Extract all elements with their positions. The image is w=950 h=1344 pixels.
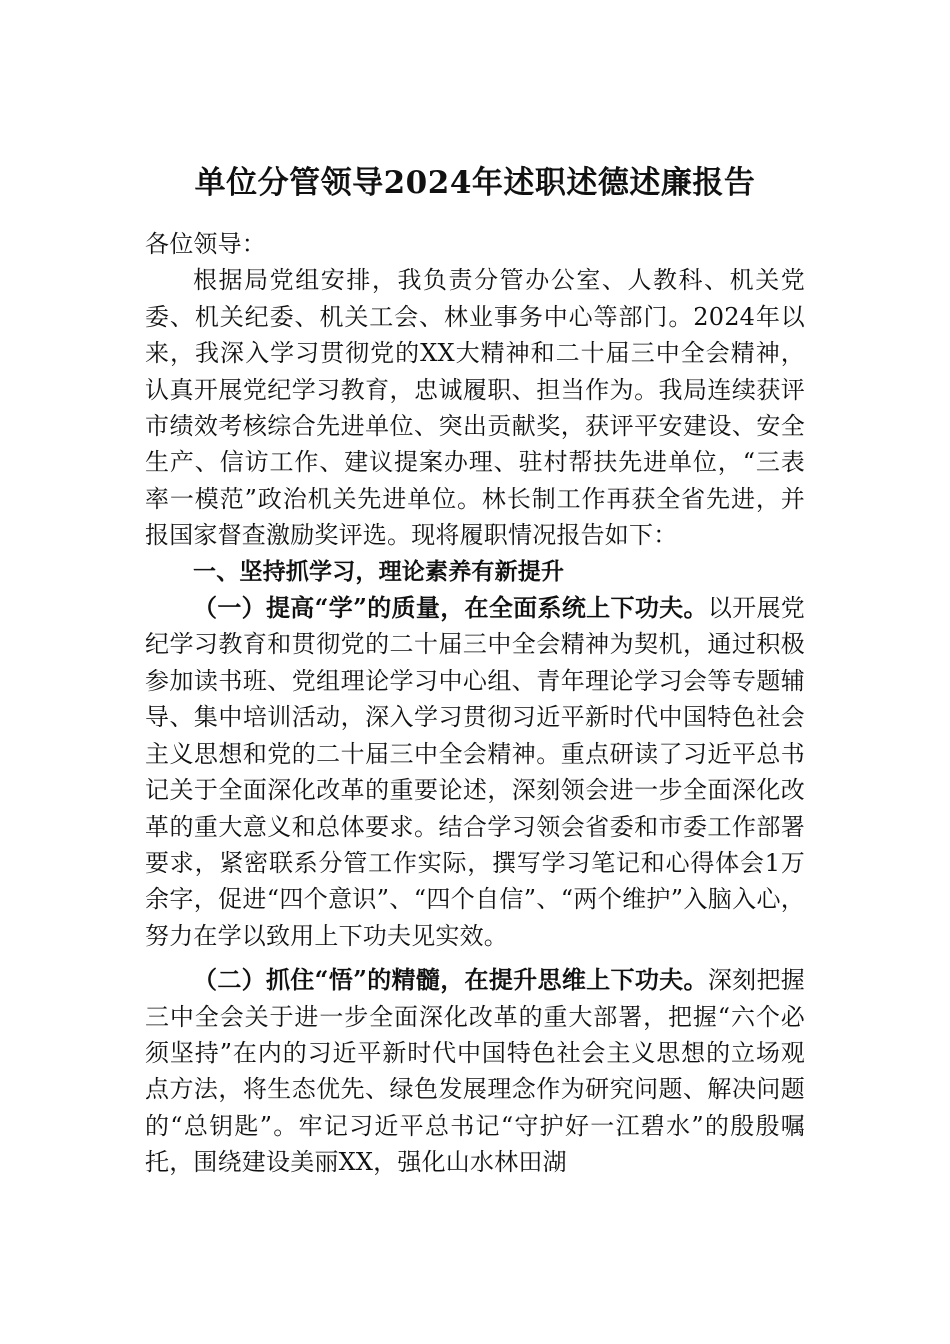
section-heading: 一、坚持抓学习，理论素养有新提升	[193, 558, 565, 585]
subsection-paragraph-1	[145, 590, 805, 954]
subsection-lead-2: （二）抓住“悟”的精髓，在提升思维上下功夫。	[193, 965, 708, 995]
subsection-lead-1: （一）提高“学”的质量，在全面系统上下功夫。	[193, 593, 708, 623]
subsection-paragraph-2	[145, 962, 805, 1180]
intro-paragraph: 根据局党组安排，我负责分管办公室、人教科、机关党委、机关纪委、机关工会、林业事务中心等部门。2024年以来，我深入学习贯彻党的XX大精神和二十届三中全会精神，认真开展党纪学习教育，忠诚履职、担当作为。我局连续获评市绩效考核综合先进单位、突出贡献奖，获评平安建设、安全生产、信访工作、建议提案办理、驻村帮扶先进单位，“三表率一模范”政治机关先进单位。林长制工作再获全省先进，并报国家督查激励奖评选。现将履职情况报告如下：	[145, 266, 805, 550]
document-title: 单位分管领导2024年述职述德述廉报告	[194, 165, 756, 201]
document-body	[145, 226, 805, 1181]
salutation: 各位领导：	[145, 230, 266, 258]
subsection-text-1: 以开展党纪学习教育和贯彻党的二十届三中全会精神为契机，通过积极参加读书班、党组理论学习中心组、青年理论学习会等专题辅导、集中培训活动，深入学习贯彻习近平新时代中国特色社会主义思想和党的二十届三中全会精神。重点研读了习近平总书记关于全面深化改革的重要论述，深刻领会进一步全面深化改革的重大意义和总体要求。结合学习领会省委和市委工作部署要求，紧密联系分管工作实际，撰写学习笔记和心得体会1万余字，促进“四个意识”、“四个自信”、“两个维护”入脑入心，努力在学以致用上下功夫见实效。	[145, 594, 805, 950]
subsection-text-2: 深刻把握三中全会关于进一步全面深化改革的重大部署，把握“六个必须坚持”在内的习近平新时代中国特色社会主义思想的立场观点方法，将生态优先、绿色发展理念作为研究问题、解决问题的“总钥匙”。牢记习近平总书记“守护好一江碧水”的殷殷嘱托，围绕建设美丽XX，强化山水林田湖	[145, 966, 805, 1177]
